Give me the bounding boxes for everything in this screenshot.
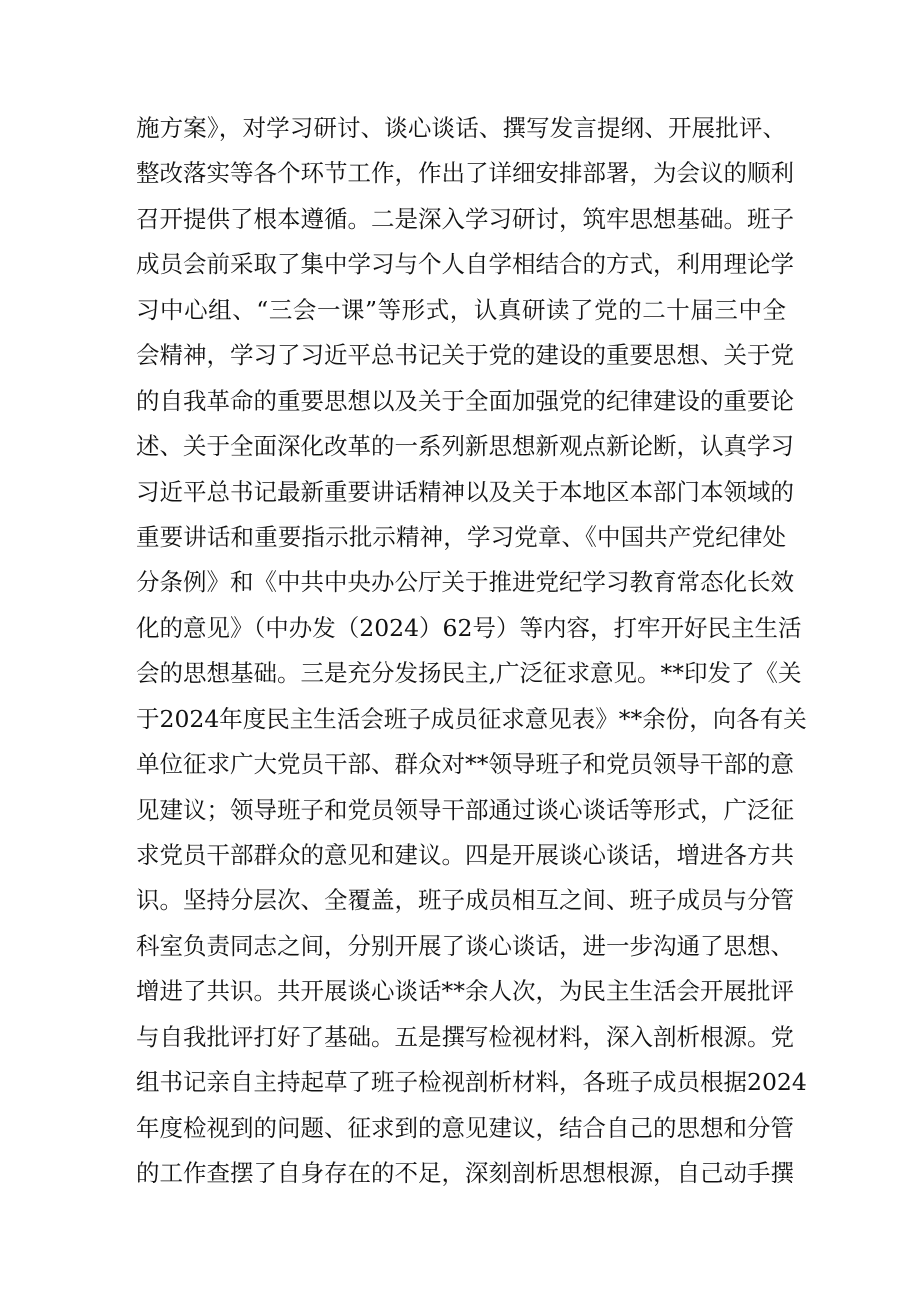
text-line: 见建议；领导班子和党员领导干部通过谈心谈话等形式，广泛征 — [136, 795, 794, 824]
text-line: 整改落实等各个环节工作，作出了详细安排部署，为会议的顺利 — [136, 159, 794, 188]
text-line: 施方案》，对学习研讨、谈心谈话、撰写发言提纲、开展批评、 — [136, 114, 786, 142]
text-line: 于2024年度民主生活会班子成员征求意见表》**余份，向各有关 — [136, 704, 807, 733]
text-line: 组书记亲自主持起草了班子检视剖析材料，各班子成员根据2024 — [136, 1068, 807, 1097]
text-line: 化的意见》（中办发（2024）62号）等内容，打牢开好民主生活 — [136, 613, 802, 642]
text-line: 年度检视到的问题、征求到的意见建议，结合自己的思想和分管 — [136, 1113, 794, 1142]
text-line: 习中心组、“三会一课”等形式，认真研读了党的二十届三中全 — [136, 295, 786, 324]
text-line: 会精神，学习了习近平总书记关于党的建设的重要思想、关于党 — [136, 341, 794, 370]
text-line: 的自我革命的重要思想以及关于全面加强党的纪律建设的重要论 — [136, 386, 794, 415]
text-line: 单位征求广大党员干部、群众对**领导班子和党员领导干部的意 — [136, 750, 794, 779]
body-paragraph — [136, 106, 807, 1197]
text-line: 成员会前采取了集中学习与个人自学相结合的方式，利用理论学 — [136, 250, 794, 279]
text-line: 与自我批评打好了基础。五是撰写检视材料，深入剖析根源。党 — [136, 1022, 794, 1051]
text-line: 会的思想基础。三是充分发扬民主,广泛征求意见。**印发了《关 — [136, 659, 802, 688]
text-line: 识。坚持分层次、全覆盖，班子成员相互之间、班子成员与分管 — [136, 886, 794, 915]
text-line: 增进了共识。共开展谈心谈话**余人次，为民主生活会开展批评 — [136, 977, 794, 1006]
text-line: 分条例》和《中共中央办公厅关于推进党纪学习教育常态化长效 — [136, 568, 794, 597]
text-line: 述、关于全面深化改革的一系列新思想新观点新论断，认真学习 — [136, 432, 794, 461]
text-line: 习近平总书记最新重要讲话精神以及关于本地区本部门本领域的 — [136, 477, 794, 506]
text-line: 科室负责同志之间，分别开展了谈心谈话，进一步沟通了思想、 — [136, 931, 794, 960]
text-line: 召开提供了根本遵循。二是深入学习研讨，筑牢思想基础。班子 — [136, 204, 794, 233]
text-line: 重要讲话和重要指示批示精神，学习党章、《中国共产党纪律处 — [136, 522, 786, 551]
text-line: 的工作查摆了自身存在的不足，深刻剖析思想根源，自己动手撰 — [136, 1159, 794, 1188]
text-line: 求党员干部群众的意见和建议。四是开展谈心谈话，增进各方共 — [136, 841, 794, 869]
